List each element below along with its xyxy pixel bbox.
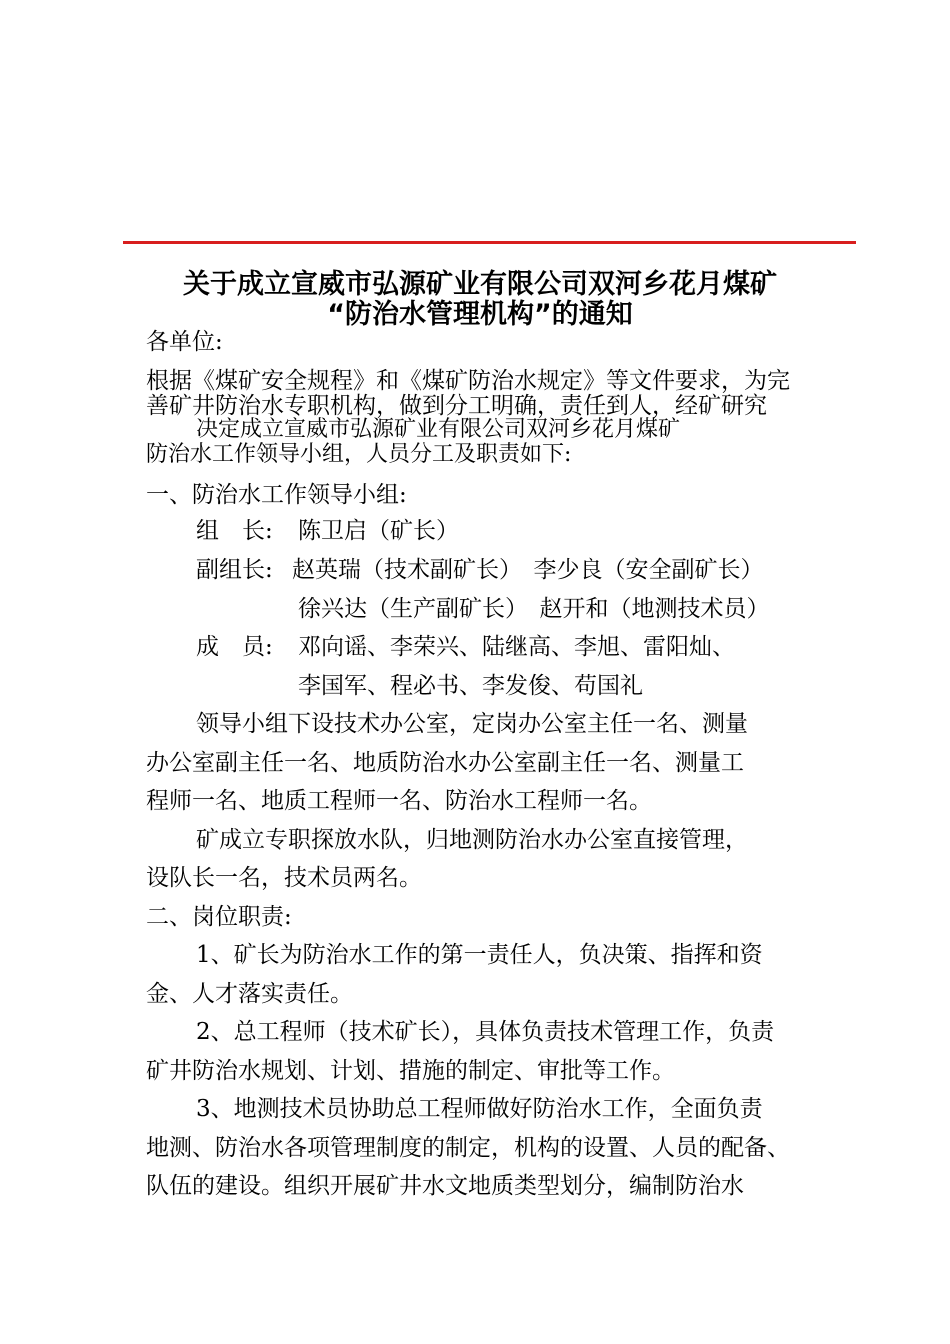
team-para-line-1: 矿成立专职探放水队，归地测防治水办公室直接管理， [196,827,748,853]
section-2-heading: 二、岗位职责: [146,904,292,930]
deputies-row-2: 徐兴达（生产副矿长） 赵开和（地测技术员） [298,596,770,622]
duty-3-line-3: 队伍的建设。组织开展矿井水文地质类型划分，编制防治水 [146,1173,744,1199]
team-para-line-2: 设队长一名，技术员两名。 [146,865,422,891]
duty-2-line-1: 2、总工程师（技术矿长），具体负责技术管理工作，负责 [196,1019,775,1045]
office-para-line-1: 领导小组下设技术办公室，定岗办公室主任一名、测量 [196,711,748,737]
notice-title-line-1: 关于成立宣威市弘源矿业有限公司双河乡花月煤矿 [183,269,777,300]
members-row-2: 李国军、程必书、李发俊、苟国礼 [298,673,643,699]
duty-2-line-2: 矿井防治水规划、计划、措施的制定、审批等工作。 [146,1058,675,1084]
deputy-label: 副组长: [196,557,273,583]
members-row-1: 邓向谣、李荣兴、陆继高、李旭、雷阳灿、 [298,634,735,660]
duty-3-line-2: 地测、防治水各项管理制度的制定，机构的设置、人员的配备、 [146,1135,790,1161]
leader-name: 陈卫启（矿长） [298,518,459,544]
notice-title-line-2: “防治水管理机构”的通知 [327,299,633,330]
intro-line-4: 防治水工作领导小组，人员分工及职责如下: [146,442,572,467]
intro-line-2: 善矿井防治水专职机构，做到分工明确，责任到人，经矿研究 [146,393,767,419]
red-header-rule [123,241,856,244]
duty-1-line-2: 金、人才落实责任。 [146,981,353,1007]
duty-1-line-1: 1、矿长为防治水工作的第一责任人，负决策、指挥和资 [196,942,763,968]
section-1-heading: 一、防治水工作领导小组: [146,482,407,508]
deputies-row-1: 赵英瑞（技术副矿长） 李少良（安全副矿长） [292,557,764,583]
members-label: 成 员: [196,634,273,660]
duty-3-line-1: 3、地测技术员协助总工程师做好防治水工作，全面负责 [196,1096,763,1122]
salutation: 各单位: [146,329,223,355]
office-para-line-2: 办公室副主任一名、地质防治水办公室副主任一名、测量工 [146,750,744,776]
leader-label: 组 长: [196,518,273,544]
intro-line-1: 根据《煤矿安全规程》和《煤矿防治水规定》等文件要求，为完 [146,368,790,394]
office-para-line-3: 程师一名、地质工程师一名、防治水工程师一名。 [146,788,652,814]
intro-line-3: 决定成立宣威市弘源矿业有限公司双河乡花月煤矿 [196,417,681,442]
